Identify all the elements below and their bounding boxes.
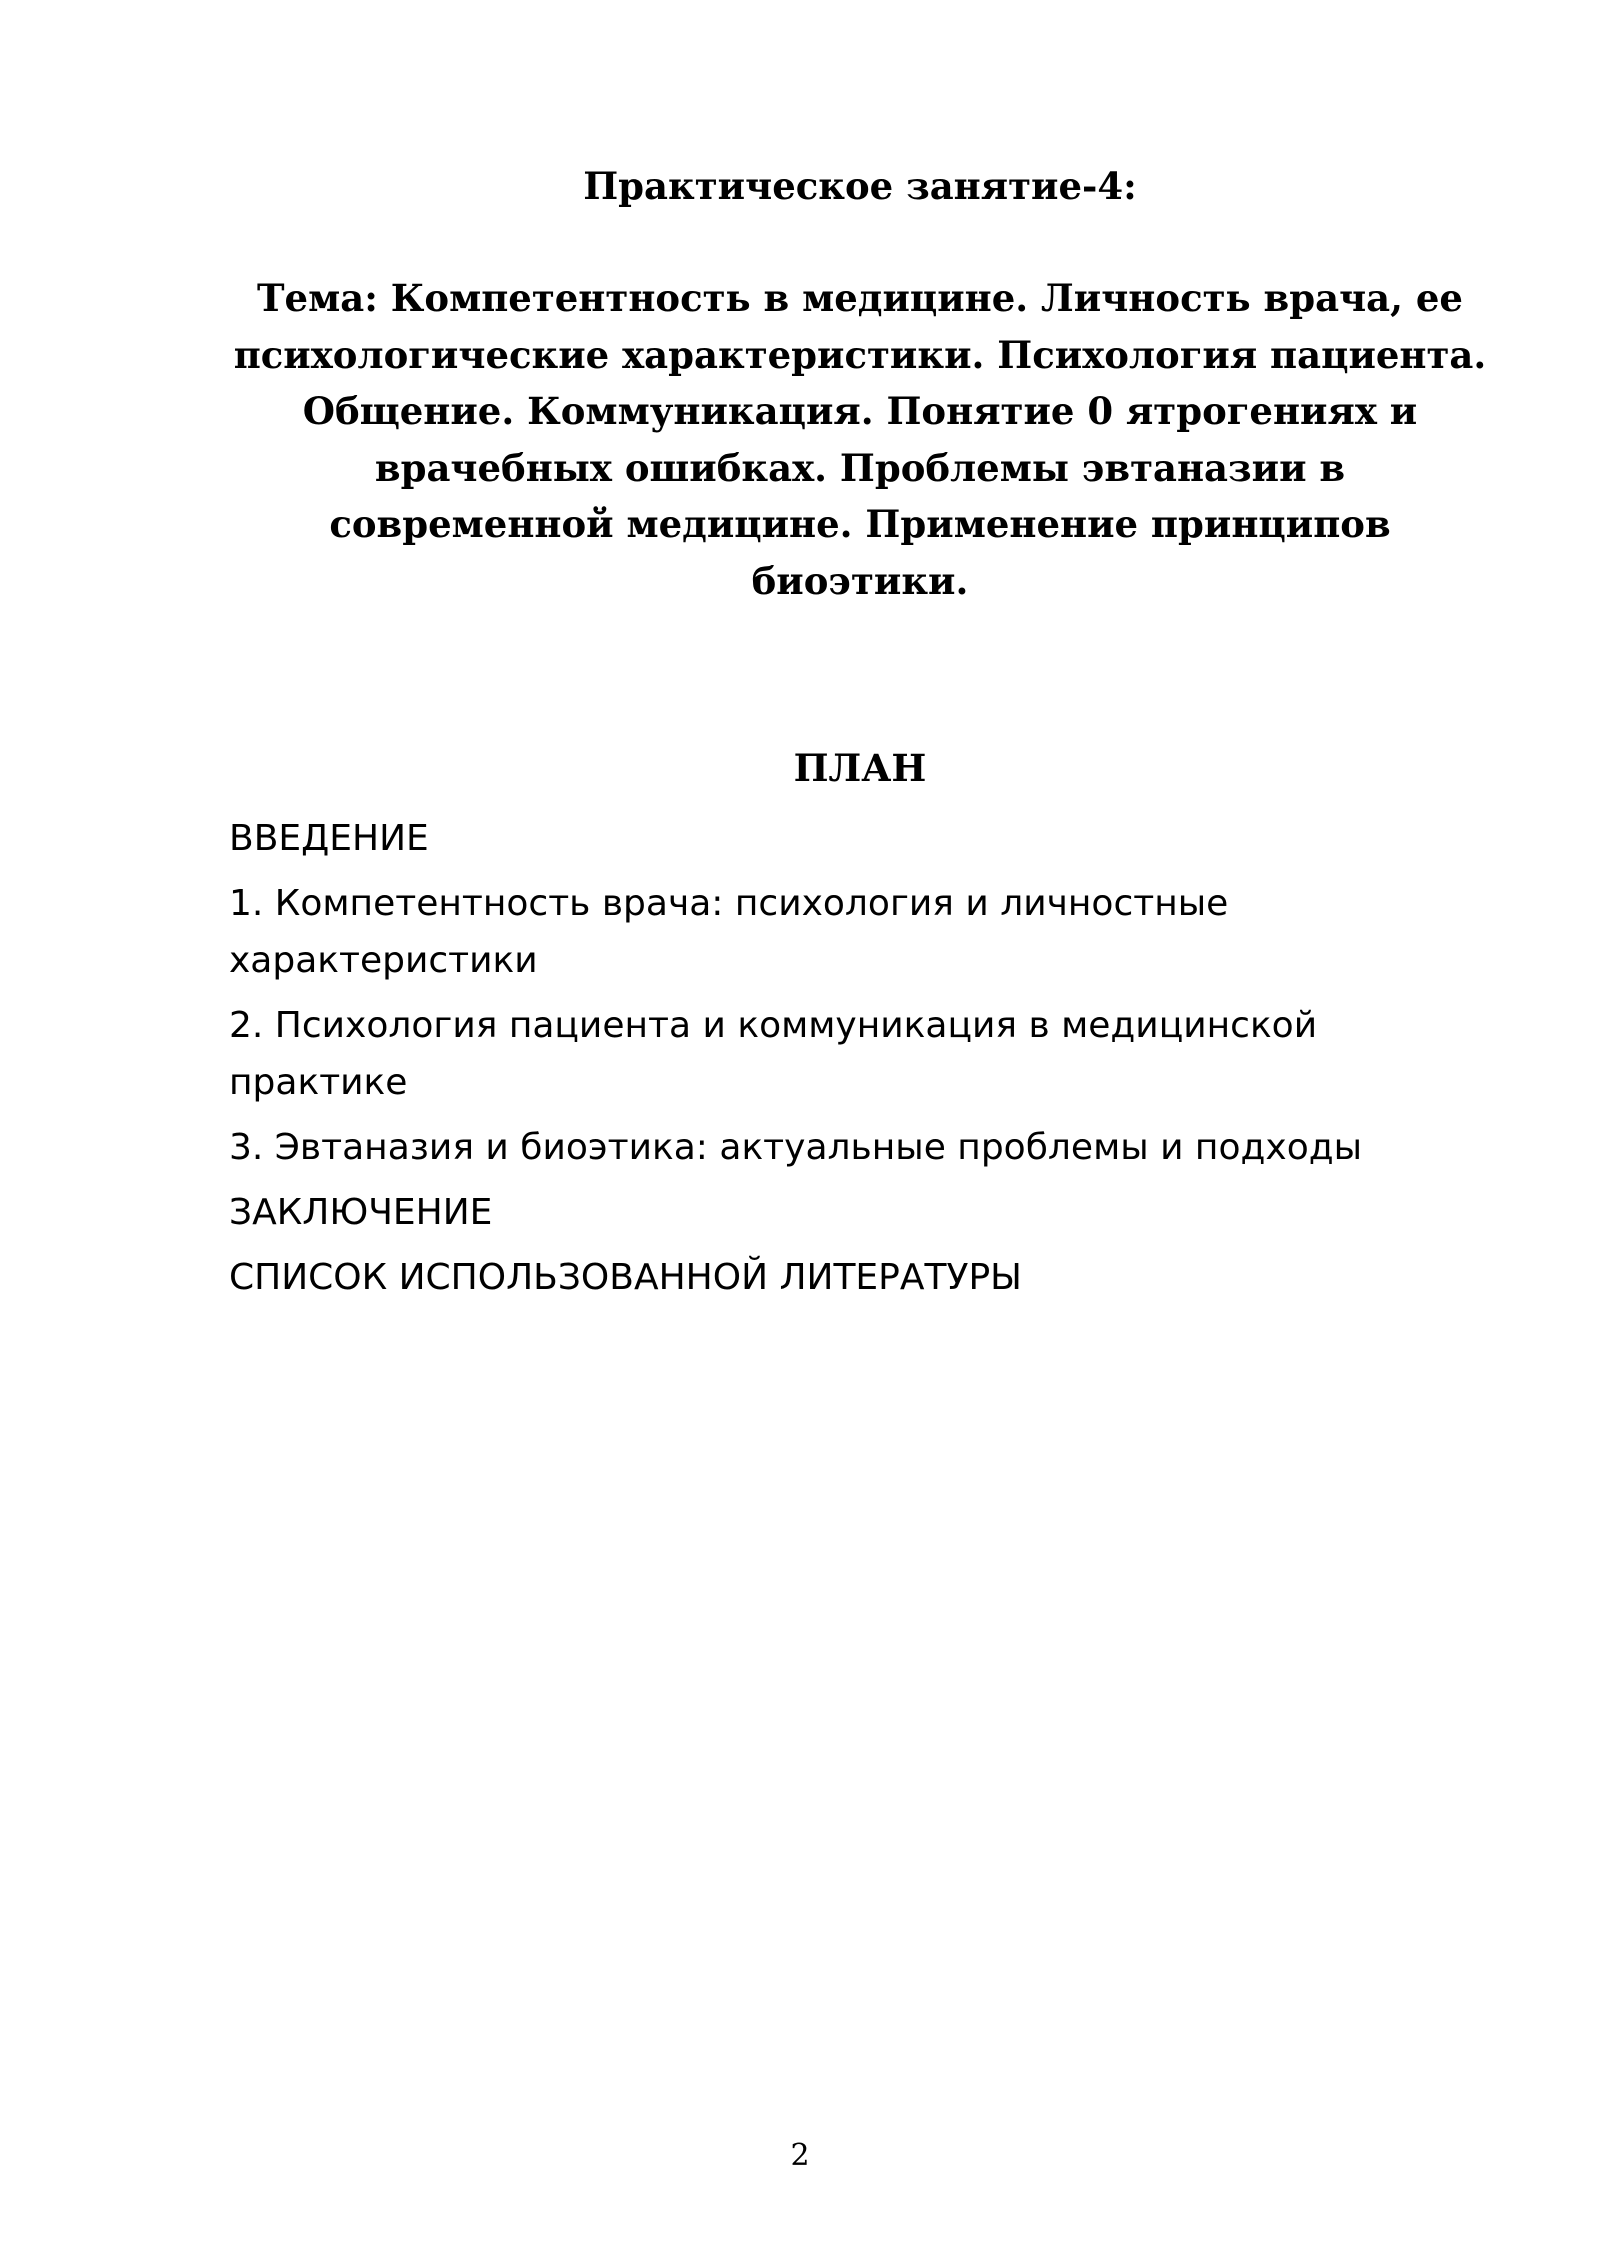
plan-item-1: 1. Компетентность врача: психология и личностные характеристики [229, 883, 1229, 981]
topic-heading: Тема: Компетентность в медицине. Личность врача, ее психологические характеристики. Психология пациента. Общение. Коммуникация. Понятие 0 ятрогениях и врачебных ошибках. Проблемы эвтаназии в современной медицине. Применение принципов биоэтики. [233, 276, 1487, 603]
plan-item-2: 2. Психология пациента и коммуникация в медицинской практике [229, 1005, 1318, 1103]
plan-heading: ПЛАН [793, 746, 927, 790]
plan-item-introduction: ВВЕДЕНИЕ [229, 818, 429, 859]
page-number: 2 [790, 2138, 810, 2173]
plan-list [229, 810, 1429, 1314]
lesson-title: Практическое занятие-4: [583, 164, 1137, 208]
plan-item-references: СПИСОК ИСПОЛЬЗОВАННОЙ ЛИТЕРАТУРЫ [229, 1257, 1022, 1298]
plan-item-3: 3. Эвтаназия и биоэтика: актуальные проблемы и подходы [229, 1127, 1363, 1168]
plan-item-conclusion: ЗАКЛЮЧЕНИЕ [229, 1192, 493, 1233]
